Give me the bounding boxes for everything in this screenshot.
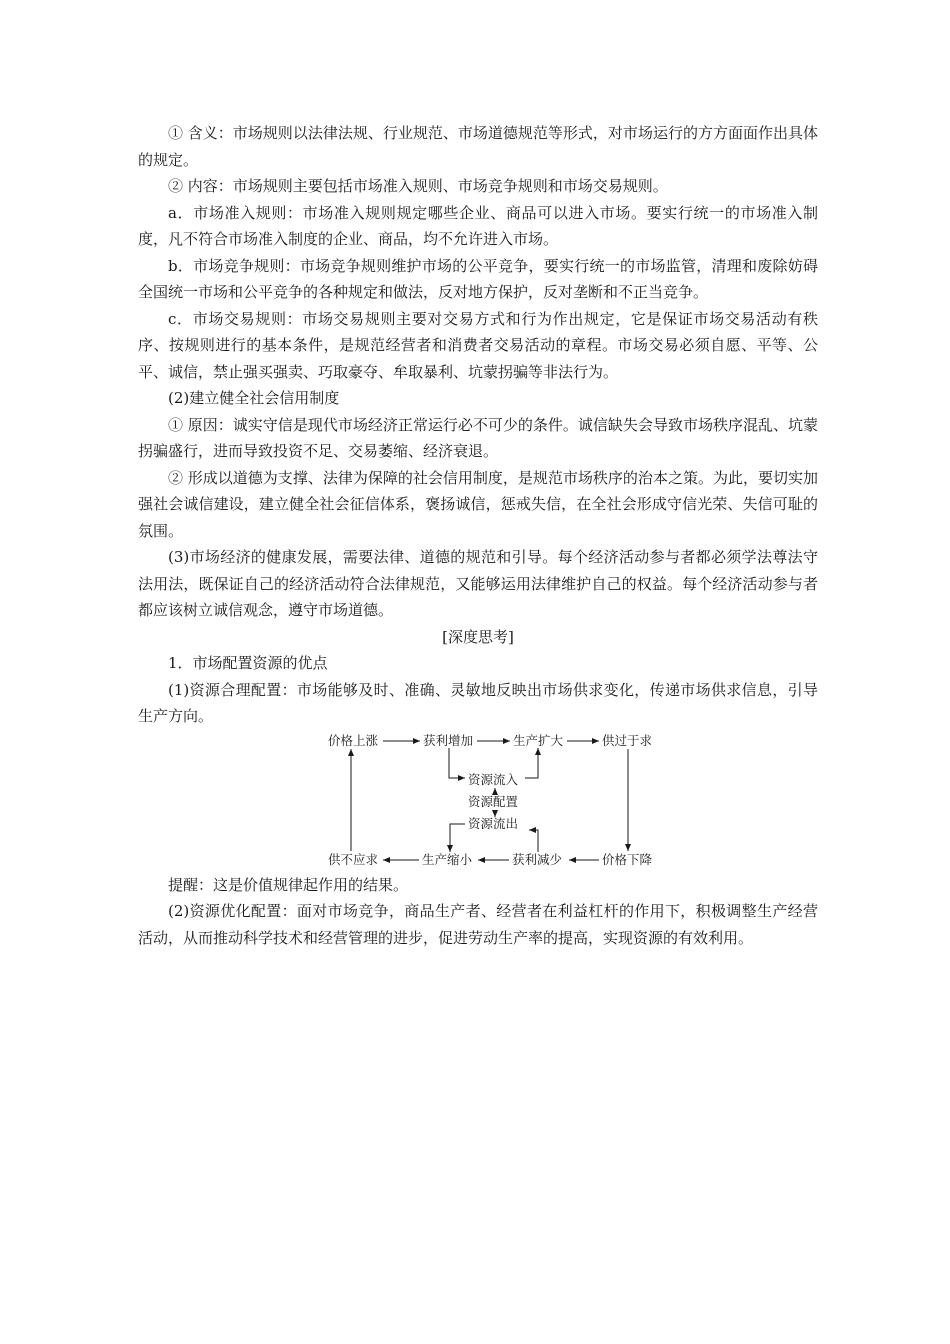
node-price-down: 价格下降 bbox=[602, 851, 653, 867]
paragraph-credit-system: ② 形成以道德为支撑、法律为保障的社会信用制度，是规范市场秩序的治本之策。为此，要切实加强社会诚信建设，建立健全社会征信体系，褒扬诚信，惩戒失信，在全社会形成守信光荣、失信可耻的氛围。 bbox=[138, 468, 818, 540]
diagram-svg bbox=[138, 732, 818, 872]
paragraph-reminder: 提醒：这是价值规律起作用的结果。 bbox=[168, 875, 409, 894]
paragraph-content: ② 内容：市场规则主要包括市场准入规则、市场竞争规则和市场交易规则。 bbox=[168, 177, 668, 195]
paragraph-competition-rules: b．市场竞争规则：市场竞争规则维护市场的公平竞争，要实行统一的市场监管，清理和废除妨碍全国统一市场和公平竞争的各种规定和做法，反对地方保护，反对垄断和不正当竞争。 bbox=[138, 256, 818, 301]
node-resource-inflow: 资源流入 bbox=[468, 771, 519, 787]
paragraph-healthy-development: (3)市场经济的健康发展，需要法律、道德的规范和引导。每个经济活动参与者都必须学法尊法守法用法，既保证自己的经济活动符合法律规范，又能够运用法律维护自己的权益。每个经济活动参与者都应该树立诚信观念，遵守市场道德。 bbox=[138, 548, 818, 619]
node-supply-exceeds: 供过于求 bbox=[602, 732, 653, 748]
document-page bbox=[138, 120, 818, 951]
node-resource-allocation: 资源配置 bbox=[468, 793, 519, 809]
node-production-expand: 生产扩大 bbox=[513, 732, 564, 748]
paragraph-optimal-allocation: (2)资源优化配置：面对市场竞争，商品生产者、经营者在利益杠杆的作用下，积极调整生产经营活动，从而推动科学技术和经营管理的进步，促进劳动生产率的提高，实现资源的有效利用。 bbox=[138, 902, 818, 947]
paragraph-rational-allocation: (1)资源合理配置：市场能够及时、准确、灵敏地反映出市场供求变化，传递市场供求信息，引导生产方向。 bbox=[138, 680, 818, 725]
node-production-shrink: 生产缩小 bbox=[422, 851, 473, 867]
arrow-outflow-to-shrink bbox=[450, 824, 465, 852]
section-heading: [深度思考] bbox=[442, 627, 514, 646]
paragraph-meaning: ① 含义：市场规则以法律法规、行业规范、市场道德规范等形式，对市场运行的方方面面作出具体的规定。 bbox=[138, 124, 818, 169]
paragraph-advantages-heading: 1．市场配置资源的优点 bbox=[168, 654, 328, 672]
node-demand-exceeds: 供不应求 bbox=[328, 851, 379, 867]
node-profit-down: 获利减少 bbox=[512, 851, 563, 867]
resource-allocation-diagram bbox=[138, 732, 818, 872]
arrow-profit-down-to-outflow bbox=[529, 830, 538, 852]
paragraph-access-rules: a．市场准入规则：市场准入规则规定哪些企业、商品可以进入市场。要实行统一的市场准入制度，凡不符合市场准入制度的企业、商品，均不允许进入市场。 bbox=[138, 203, 818, 248]
node-profit-up: 获利增加 bbox=[423, 732, 474, 748]
paragraph-trade-rules: c．市场交易规则：市场交易规则主要对交易方式和行为作出规定，它是保证市场交易活动有秩序、按规则进行的基本条件，是规范经营者和消费者交易活动的章程。市场交易必须自愿、平等、公平、诚信，禁止强买强卖、巧取豪夺、牟取暴利、坑蒙拐骗等非法行为。 bbox=[138, 309, 818, 381]
arrow-profit-to-inflow bbox=[449, 748, 465, 778]
node-price-up: 价格上涨 bbox=[328, 732, 379, 748]
arrow-inflow-to-expand bbox=[525, 748, 538, 778]
paragraph-credit-reason: ① 原因：诚实守信是现代市场经济正常运行必不可少的条件。诚信缺失会导致市场秩序混乱、坑蒙拐骗盛行，进而导致投资不足、交易萎缩、经济衰退。 bbox=[138, 415, 818, 460]
paragraph-credit-system-heading: (2)建立健全社会信用制度 bbox=[168, 389, 340, 407]
node-resource-outflow: 资源流出 bbox=[468, 815, 519, 831]
